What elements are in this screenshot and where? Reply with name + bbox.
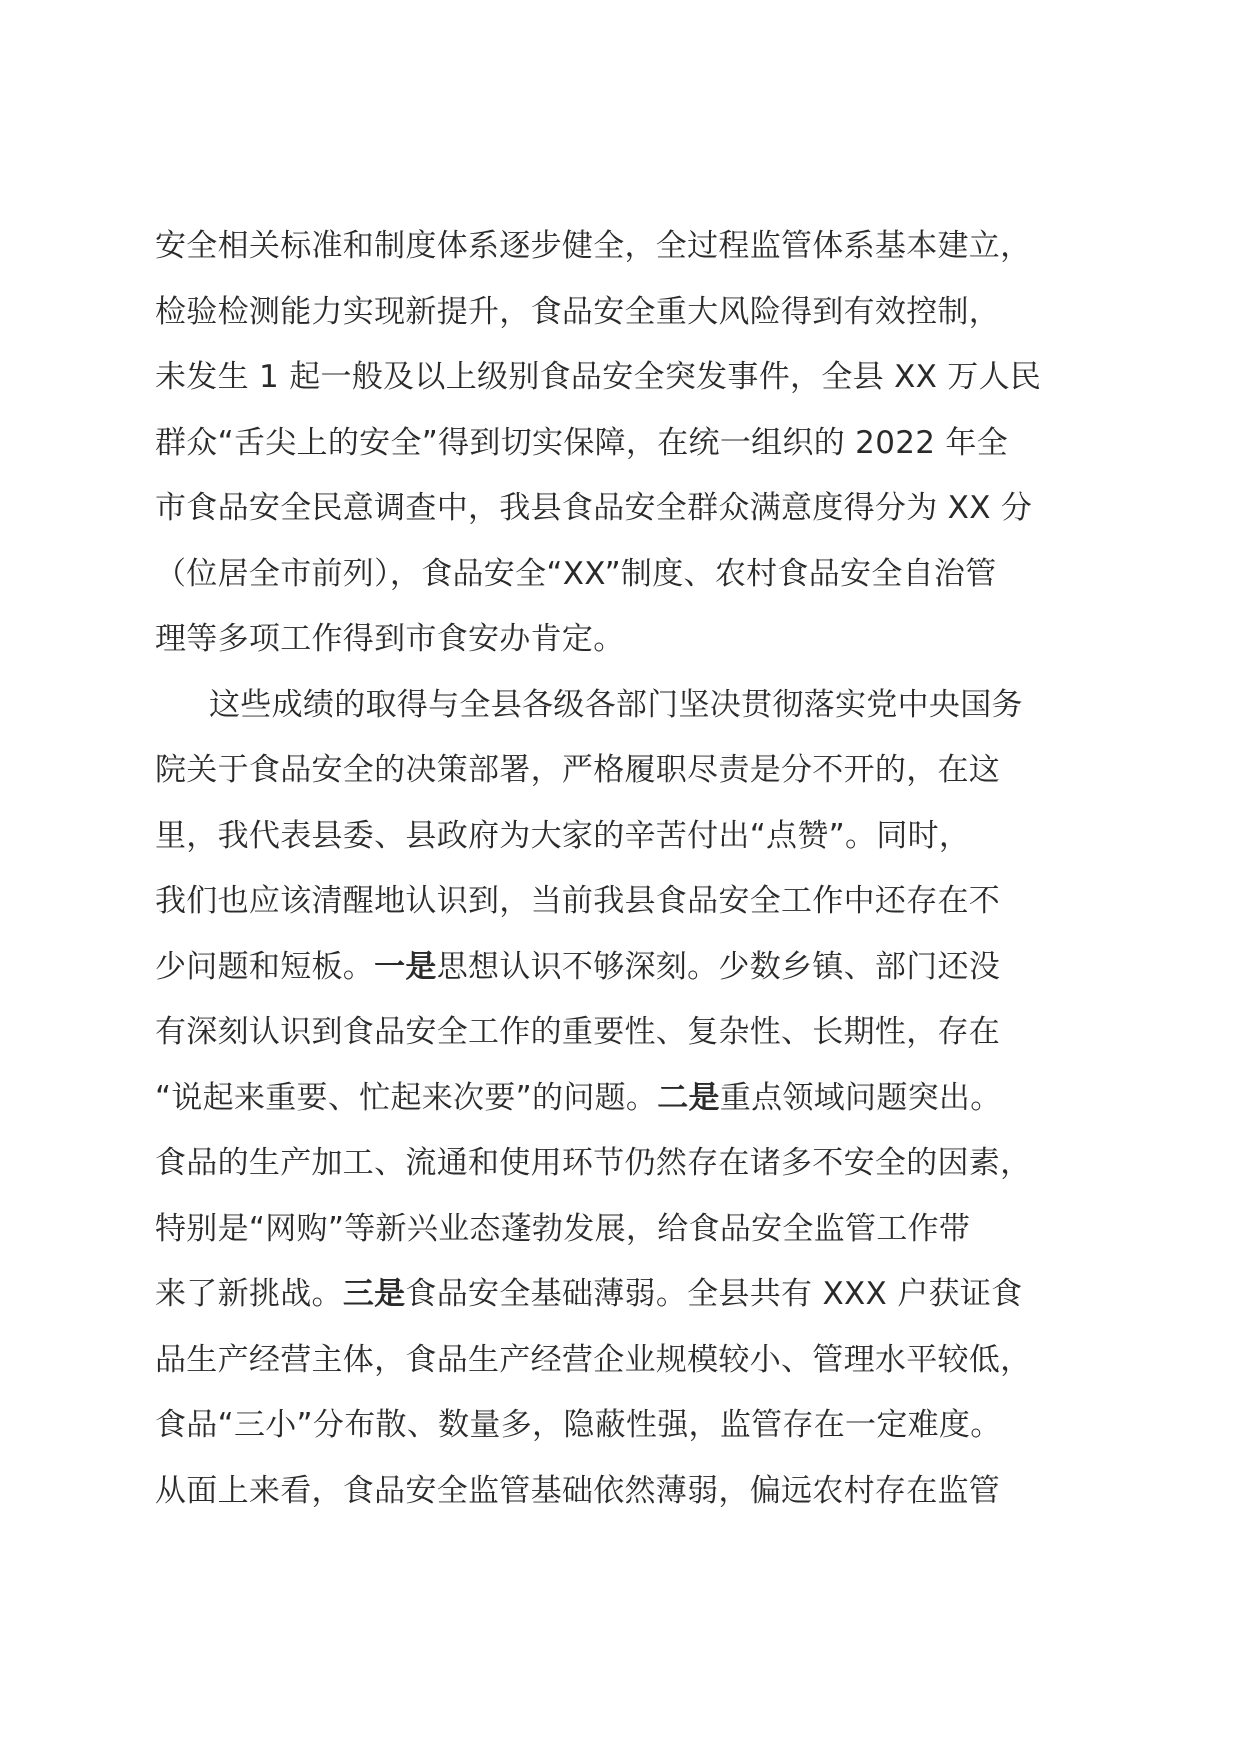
text-line: 群众“舌尖上的安全”得到切实保障，在统一组织的 2022 年全 [155, 424, 1009, 461]
text-line: 理等多项工作得到市食安办肯定。 [155, 621, 625, 657]
text-line: 里，我代表县委、县政府为大家的辛苦付出“点赞”。同时， [155, 817, 971, 854]
text-line: 院关于食品安全的决策部署，严格履职尽责是分不开的，在这 [155, 752, 1001, 788]
text-line: 食品的生产加工、流通和使用环节仍然存在诸多不安全的因素， [155, 1145, 1032, 1181]
text-line: 我们也应该清醒地认识到，当前我县食品安全工作中还存在不 [155, 883, 1001, 919]
text-line: 未发生 1 起一般及以上级别食品安全突发事件，全县 XX 万人民 [155, 359, 1042, 395]
text-line: 来了新挑战。三是食品安全基础薄弱。全县共有 XXX 户获证食 [155, 1276, 1023, 1312]
text-line: 品生产经营主体，食品生产经营企业规模较小、管理水平较低， [155, 1341, 1032, 1378]
text-line: 有深刻认识到食品安全工作的重要性、复杂性、长期性，存在 [155, 1014, 1001, 1050]
text-line: 食品“三小”分布散、数量多，隐蔽性强，监管存在一定难度。 [155, 1407, 1002, 1443]
point-label-first: 一是 [374, 948, 437, 985]
text-line: 少问题和短板。一是思想认识不够深刻。少数乡镇、部门还没 [155, 948, 1001, 985]
text-line: 市食品安全民意调查中，我县食品安全群众满意度得分为 XX 分 [155, 490, 1033, 526]
point-label-second: 二是 [657, 1079, 720, 1116]
text-line: 从面上来看，食品安全监管基础依然薄弱，偏远农村存在监管 [155, 1472, 1001, 1509]
text-line: 安全相关标准和制度体系逐步健全，全过程监管体系基本建立， [155, 228, 1032, 264]
point-label-third: 三是 [342, 1276, 406, 1312]
text-line: “说起来重要、忙起来次要”的问题。二是重点领域问题突出。 [155, 1079, 1002, 1116]
text-line: （位居全市前列），食品安全“XX”制度、农村食品安全自治管 [155, 555, 997, 592]
paragraph-start-line: 这些成绩的取得与全县各级各部门坚决贯彻落实党中央国务 [209, 686, 1023, 723]
body-text [155, 214, 1095, 1524]
text-line: 特别是“网购”等新兴业态蓬勃发展，给食品安全监管工作带 [155, 1210, 971, 1247]
text-line: 检验检测能力实现新提升，食品安全重大风险得到有效控制， [155, 293, 1001, 330]
